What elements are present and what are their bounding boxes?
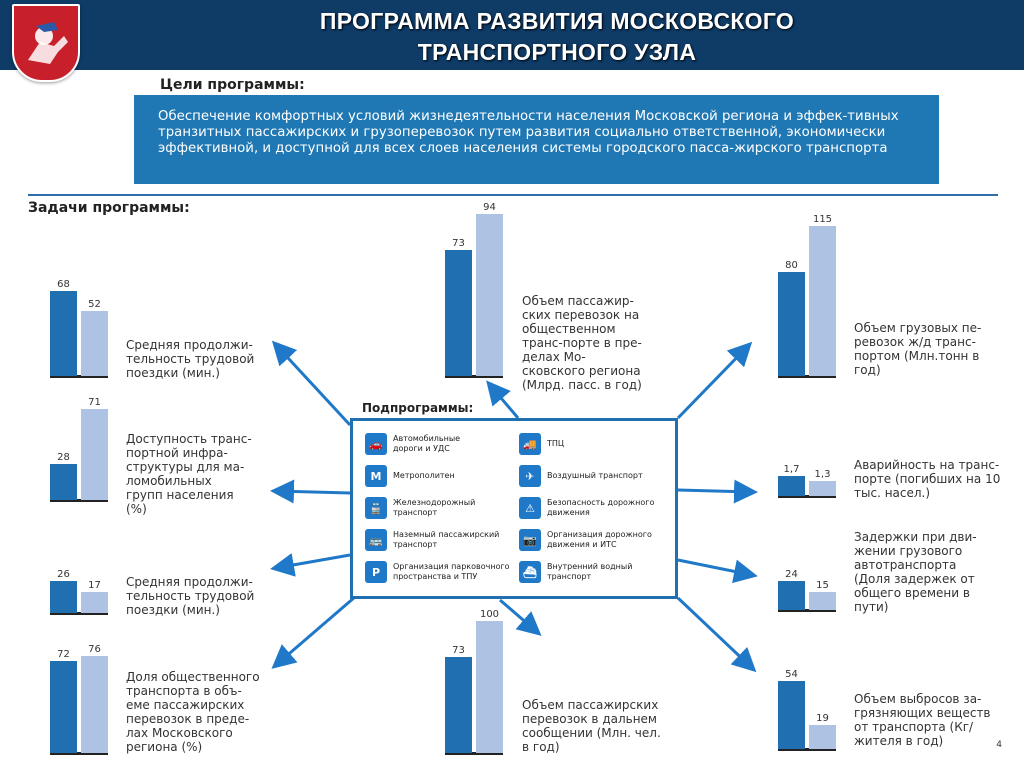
chart-freight-delays [778, 565, 838, 612]
desc-trip-duration-2: Средняя продолжи-тельность трудовой поездки (мин.) [126, 575, 255, 617]
bar-target-value [81, 409, 108, 500]
parking-icon: P [365, 561, 387, 583]
subprogram-label: Безопасность дорожного движения [547, 498, 655, 517]
desc-accessibility: Доступность транс-портной инфра-структуры для ма-ломобильных групп населения (%) [126, 432, 252, 516]
subprogram-label: Воздушный транспорт [547, 471, 643, 480]
arrow-to-trip-duration-1 [276, 345, 350, 425]
bar-baseline-value [50, 661, 77, 753]
chart-rail-freight [778, 210, 838, 378]
subprogram-air[interactable] [519, 463, 669, 489]
arrow-to-freight-delays [678, 560, 752, 575]
goals-text: Обеспечение комфортных условий жизнедеятельности населения Московской региона и эффек-тивных транзитных пассажирских и грузоперевозок путем развития социально ответственной, экономически эффективной, и доступной для всех слоев населения системы городского пасса-жирского транспорта [158, 109, 899, 156]
bar-value-label: 71 [88, 397, 101, 408]
bar-value-label: 94 [483, 202, 496, 213]
car-icon: 🚗 [365, 433, 387, 455]
bar-baseline-value [445, 657, 472, 753]
goals-label: Цели программы: [160, 77, 305, 93]
subprogram-metro[interactable] [365, 463, 515, 489]
title-line-1: ПРОГРАММА РАЗВИТИЯ МОСКОВСКОГО [319, 8, 795, 34]
subprogram-label: Железнодорожный транспорт [393, 498, 476, 517]
chart-long-distance [445, 605, 505, 755]
subprogram-label: Внутренний водный транспорт [547, 562, 633, 581]
desc-long-distance: Объем пассажирских перевозок в дальнем сообщении (Млн. чел. в год) [522, 698, 661, 754]
bar-value-label: 15 [816, 580, 829, 591]
arrow-to-emissions [678, 598, 752, 668]
bar-value-label: 52 [88, 299, 101, 310]
desc-public-share: Доля общественного транспорта в объ-еме пассажирских перевозок в преде-лах Московского региона (%) [126, 670, 260, 754]
arrow-to-rail-freight [678, 346, 748, 418]
chart-trip-duration-2 [50, 565, 110, 615]
bar-value-label: 54 [785, 669, 798, 680]
chart-public-share [50, 640, 110, 755]
arrow-to-public-share [276, 597, 355, 665]
bar-value-label: 73 [452, 238, 465, 249]
subprogram-water[interactable] [519, 559, 669, 585]
bar-value-label: 72 [57, 649, 70, 660]
desc-freight-delays: Задержки при дви-жении грузового автотранспорта (Доля задержек от общего времени в пути) [854, 530, 977, 614]
bar-baseline-value [778, 681, 805, 749]
desc-accident-rate: Аварийность на транс-порте (погибших на 10 тыс. насел.) [854, 458, 1001, 500]
title-line-2: ТРАНСПОРТНОГО УЗЛА [417, 39, 697, 65]
bar-value-label: 73 [452, 645, 465, 656]
airplane-icon: ✈ [519, 465, 541, 487]
bar-baseline-value [50, 291, 77, 376]
subprograms-label: Подпрограммы: [362, 401, 474, 415]
bar-value-label: 17 [88, 580, 101, 591]
bar-value-label: 100 [479, 609, 500, 620]
bar-value-label: 68 [57, 279, 70, 290]
chart-accessibility [50, 393, 110, 502]
arrow-to-passenger-volume [490, 385, 518, 418]
subprogram-label: Наземный пассажирский транспорт [393, 530, 500, 549]
chart-trip-duration-1 [50, 275, 110, 378]
tasks-label: Задачи программы: [28, 200, 190, 216]
subprogram-label: ТПЦ [547, 439, 565, 448]
subprogram-roads[interactable] [365, 431, 515, 457]
subprogram-label: Автомобильные дороги и УДС [393, 434, 461, 453]
subprogram-label: Организация дорожного движения и ИТС [547, 530, 652, 549]
desc-trip-duration-1: Средняя продолжи-тельность трудовой поездки (мин.) [126, 338, 255, 380]
bar-target-value [81, 592, 108, 613]
bus-icon: 🚌 [365, 529, 387, 551]
camera-icon: 📷 [519, 529, 541, 551]
desc-passenger-volume: Объем пассажир-ских перевозок на общественном транс-порте в пре-делах Мо-сковского региона (Млрд. пасс. в год) [522, 294, 642, 392]
bar-value-label: 1,3 [814, 469, 831, 480]
desc-rail-freight: Объем грузовых пе-ревозок ж/д транс-портом (Млн.тонн в год) [854, 321, 982, 377]
chart-passenger-volume [445, 198, 505, 378]
bar-value-label: 115 [812, 214, 833, 225]
bar-baseline-value [50, 464, 77, 500]
subprogram-ground-transport[interactable] [365, 527, 515, 553]
bar-baseline-value [778, 476, 805, 496]
ship-icon: ⛴ [519, 561, 541, 583]
subprograms-box [350, 418, 678, 599]
bar-target-value [809, 725, 836, 749]
arrow-to-accident-rate [678, 490, 752, 492]
bar-value-label: 80 [785, 260, 798, 271]
subprogram-tpc[interactable] [519, 431, 669, 457]
arrow-to-accessibility [276, 491, 350, 493]
desc-emissions: Объем выбросов за-грязняющих веществ от транспорта (Кг/жителя в год) [854, 692, 991, 748]
arrow-to-trip-duration-2 [276, 555, 350, 568]
warning-icon: ⚠ [519, 497, 541, 519]
subprogram-parking[interactable] [365, 559, 519, 585]
bar-value-label: 1,7 [783, 464, 800, 475]
bar-target-value [809, 226, 836, 376]
bar-baseline-value [778, 272, 805, 376]
subprogram-road-safety[interactable] [519, 495, 669, 521]
bar-baseline-value [445, 250, 472, 376]
train-icon: 🚆 [365, 497, 387, 519]
bar-value-label: 24 [785, 569, 798, 580]
bar-target-value [809, 592, 836, 610]
metro-icon: М [365, 465, 387, 487]
bar-target-value [81, 656, 108, 753]
bar-target-value [809, 481, 836, 496]
bar-baseline-value [50, 581, 77, 613]
bar-value-label: 76 [88, 644, 101, 655]
subprogram-traffic-its[interactable] [519, 527, 669, 553]
bar-target-value [81, 311, 108, 376]
chart-accident-rate [778, 460, 838, 498]
bar-value-label: 26 [57, 569, 70, 580]
subprogram-label: Метрополитен [393, 471, 455, 480]
subprogram-rail[interactable] [365, 495, 515, 521]
bar-value-label: 28 [57, 452, 70, 463]
truck-icon: 🚚 [519, 433, 541, 455]
bar-target-value [476, 621, 503, 753]
chart-emissions [778, 665, 838, 751]
slide-number: 4 [996, 740, 1002, 750]
bar-value-label: 19 [816, 713, 829, 724]
bar-baseline-value [778, 581, 805, 610]
arrow-to-long-distance [500, 600, 537, 632]
bar-target-value [476, 214, 503, 376]
subprogram-label: Организация парковочного пространства и ТПУ [393, 562, 510, 581]
